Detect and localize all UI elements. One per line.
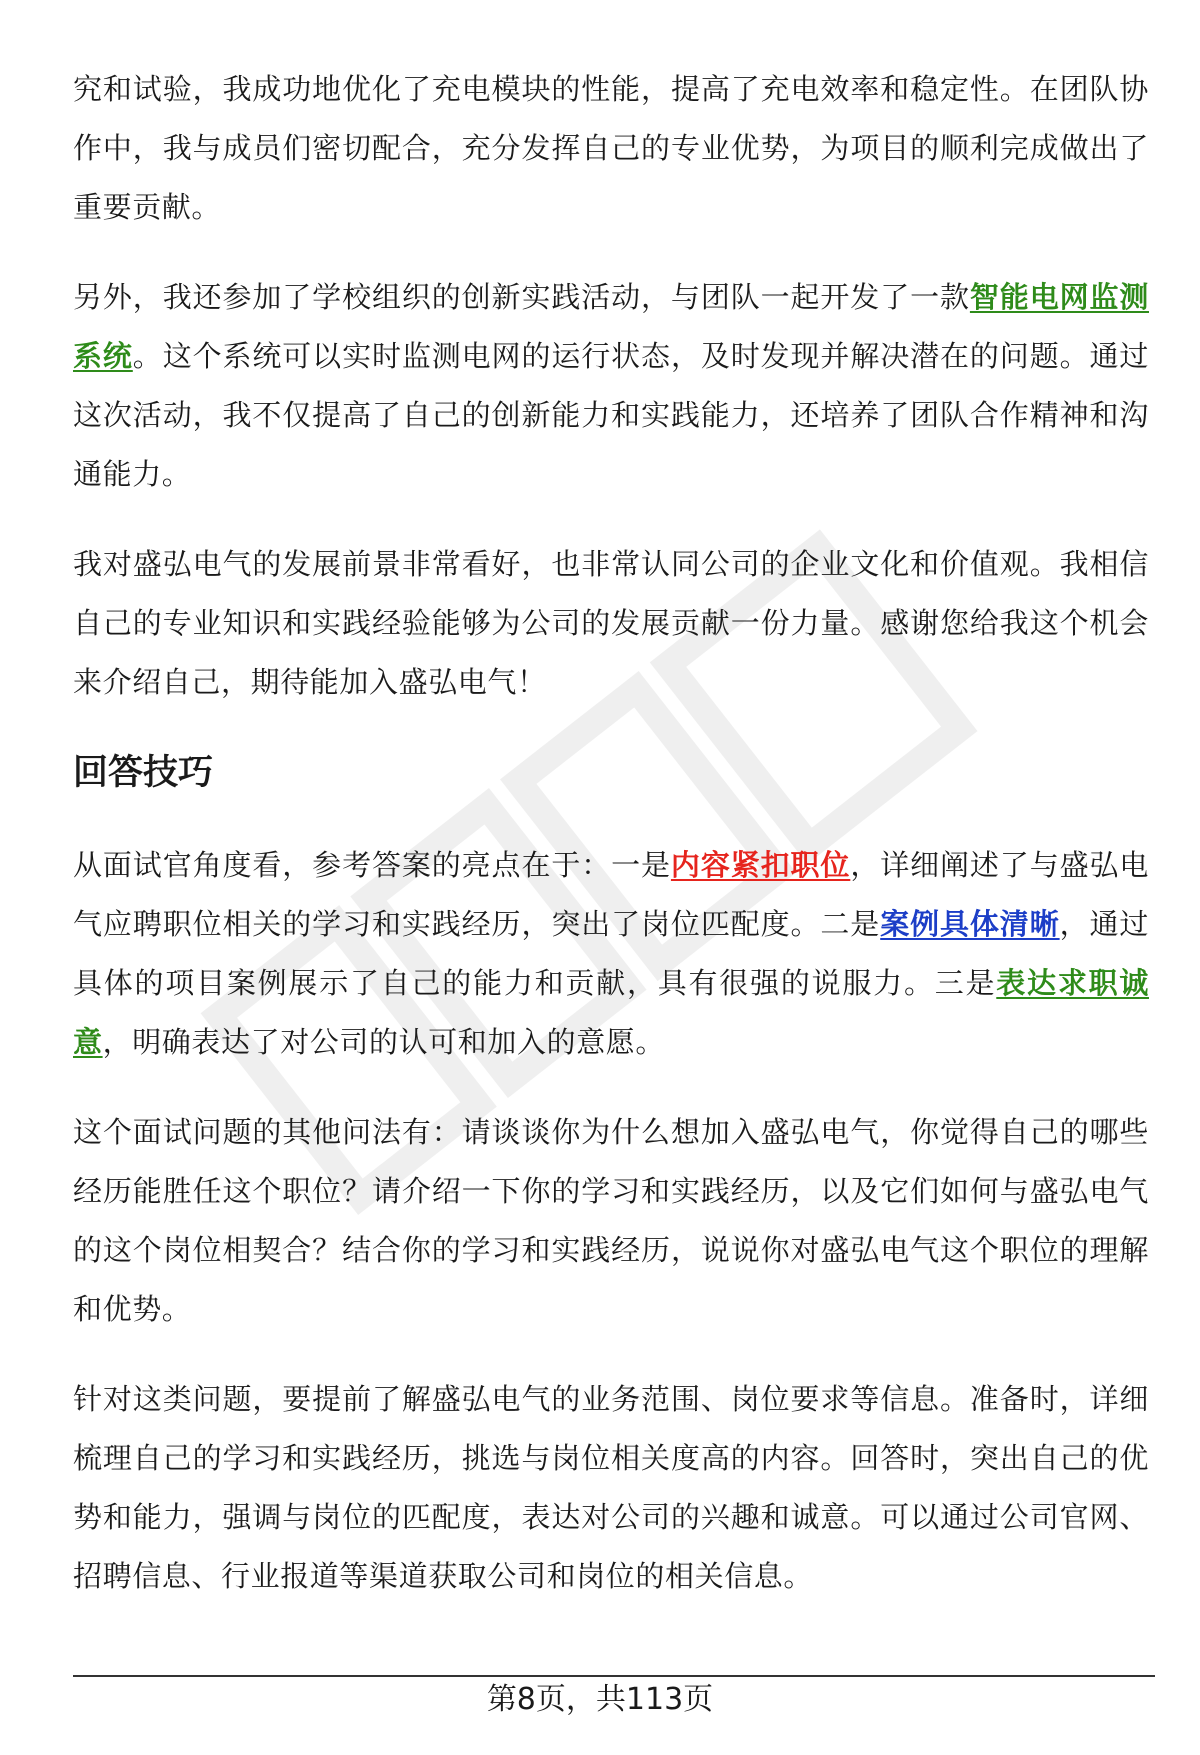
paragraph-text: ，明确表达了对公司的认可和加入的意愿。 xyxy=(102,1025,666,1059)
paragraph-text: 针对这类问题，要提前了解盛弘电气的业务范围、岗位要求等信息。准备时，详细梳理自己的学习和实践经历，挑选与岗位相关度高的内容。回答时，突出自己的优势和能力，强调与岗位的匹配度，表达对公司的兴趣和诚意。可以通过公司官网、招聘信息、行业报道等渠道获取公司和岗位的相关信息。 xyxy=(73,1382,1149,1593)
paragraph-alternative-questions xyxy=(73,1103,1149,1339)
paragraph-text: 另外，我还参加了学校组织的创新实践活动，与团队一起开发了一款 xyxy=(73,280,970,314)
highlight-smart-grid-system: 智能电网监测系统 xyxy=(73,280,1149,373)
paragraph-text: 。这个系统可以实时监测电网的运行状态，及时发现并解决潜在的问题。通过这次活动，我不仅提高了自己的创新能力和实践能力，还培养了团队合作精神和沟通能力。 xyxy=(73,339,1149,491)
paragraph-text: 究和试验，我成功地优化了充电模块的性能，提高了充电效率和稳定性。在团队协作中，我与成员们密切配合，充分发挥自己的专业优势，为项目的顺利完成做出了重要贡献。 xyxy=(73,72,1149,224)
section-heading: 回答技巧 xyxy=(73,753,214,793)
paragraph-innovation-activity xyxy=(73,268,1149,504)
paragraph-text: 从面试官角度看，参考答案的亮点在于：一是 xyxy=(73,848,671,882)
paragraph-answer-highlights xyxy=(73,836,1149,1072)
paragraph-text: ，详细阐述了与盛弘电气应聘职位相关的学习和实践经历，突出了岗位匹配度。二是 xyxy=(73,848,1149,941)
highlight-clear-cases: 案例具体清晰 xyxy=(880,907,1060,941)
highlight-sincerity: 表达求职诚意 xyxy=(73,966,1149,1059)
page-number: 第8页，共113页 xyxy=(486,1682,714,1717)
paragraph-project-contribution xyxy=(73,60,1149,237)
paragraph-text: 我对盛弘电气的发展前景非常看好，也非常认同公司的企业文化和价值观。我相信自己的专业知识和实践经验能够为公司的发展贡献一份力量。感谢您给我这个机会来介绍自己，期待能加入盛弘电气！ xyxy=(73,547,1149,699)
highlight-job-focus: 内容紧扣职位 xyxy=(670,848,851,882)
paragraph-text: 这个面试问题的其他问法有：请谈谈你为什么想加入盛弘电气，你觉得自己的哪些经历能胜任这个职位？请介绍一下你的学习和实践经历，以及它们如何与盛弘电气的这个岗位相契合？结合你的学习和实践经历，说说你对盛弘电气这个职位的理解和优势。 xyxy=(73,1115,1149,1326)
paragraph-text: ，通过具体的项目案例展示了自己的能力和贡献，具有很强的说服力。三是 xyxy=(73,907,1150,1000)
paragraph-preparation-advice xyxy=(73,1370,1149,1606)
footer-divider xyxy=(73,1675,1155,1677)
document-body xyxy=(73,60,1149,1637)
paragraph-company-outlook xyxy=(73,535,1149,712)
